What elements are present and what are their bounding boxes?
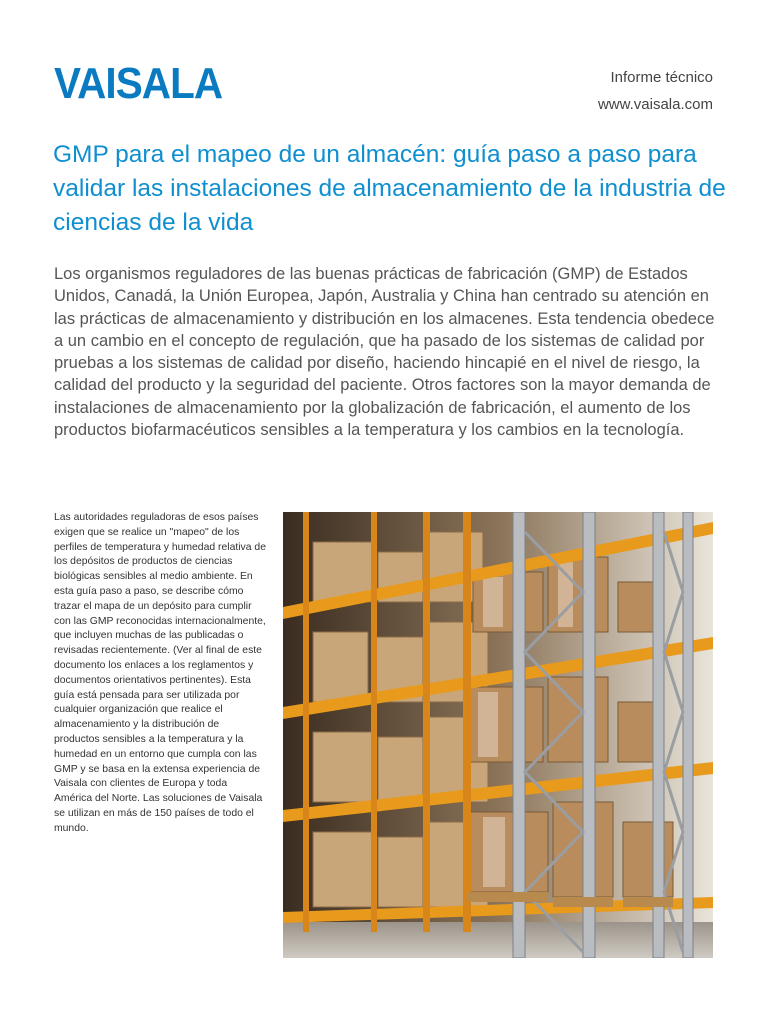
warehouse-image — [283, 512, 713, 958]
intro-paragraph: Los organismos reguladores de las buenas prácticas de fabricación (GMP) de Estados Unidos, Canadá, la Unión Europea, Japón, Australia y China han centrado su atención en las prácticas de almacenamiento y distribución en los almacenes. Esta tendencia obedece a un cambio en el concepto de regulación, que ha pasado de los sistemas de calidad por pruebas a los sistemas de calidad por diseño, haciendo hincapié en el nivel de riesgo, la calidad del producto y la seguridad del paciente. Otros factores son la mayor demanda de instalaciones de almacenamiento por la globalización de fabricación, el aumento de los productos biofarmacéuticos sensibles a la temperatura y los cambios en la tecnología. — [54, 265, 715, 440]
page-title: GMP para el mapeo de un almacén: guía paso a paso para validar las instalaciones de almacenamiento de la industria de ciencias de la vida — [53, 141, 726, 236]
website-link[interactable]: www.vaisala.com — [597, 96, 713, 113]
doc-type-label: Informe técnico — [610, 69, 713, 86]
vaisala-logo: VAISALA — [54, 59, 223, 108]
header-meta — [598, 64, 713, 118]
warehouse-photo — [283, 512, 713, 958]
sidebar-paragraph: Las autoridades reguladoras de esos países exigen que se realice un "mapeo" de los perfiles de temperatura y humedad relativa de los depósitos de productos de ciencias biológicas sensibles al medio ambiente. En esta guía paso a paso, se describe cómo trazar el mapa de un depósito para cumplir con las GMP reconocidas internacionalmente, que incluyen muchas de las publicadas o revisadas recientemente. (Ver al final de este documento los enlaces a los reglamentos y documentos orientativos pertinentes). Esta guía está pensada para ser utilizada por cualquier organización que realice el almacenamiento y la distribución de productos sensibles a la temperatura y la humedad en un entorno que cumpla con las GMP y se basa en la extensa experiencia de Vaisala con clientes de Europa y toda América del Norte. Las soluciones de Vaisala se utilizan en más de 150 países de todo el mundo. — [54, 512, 266, 834]
